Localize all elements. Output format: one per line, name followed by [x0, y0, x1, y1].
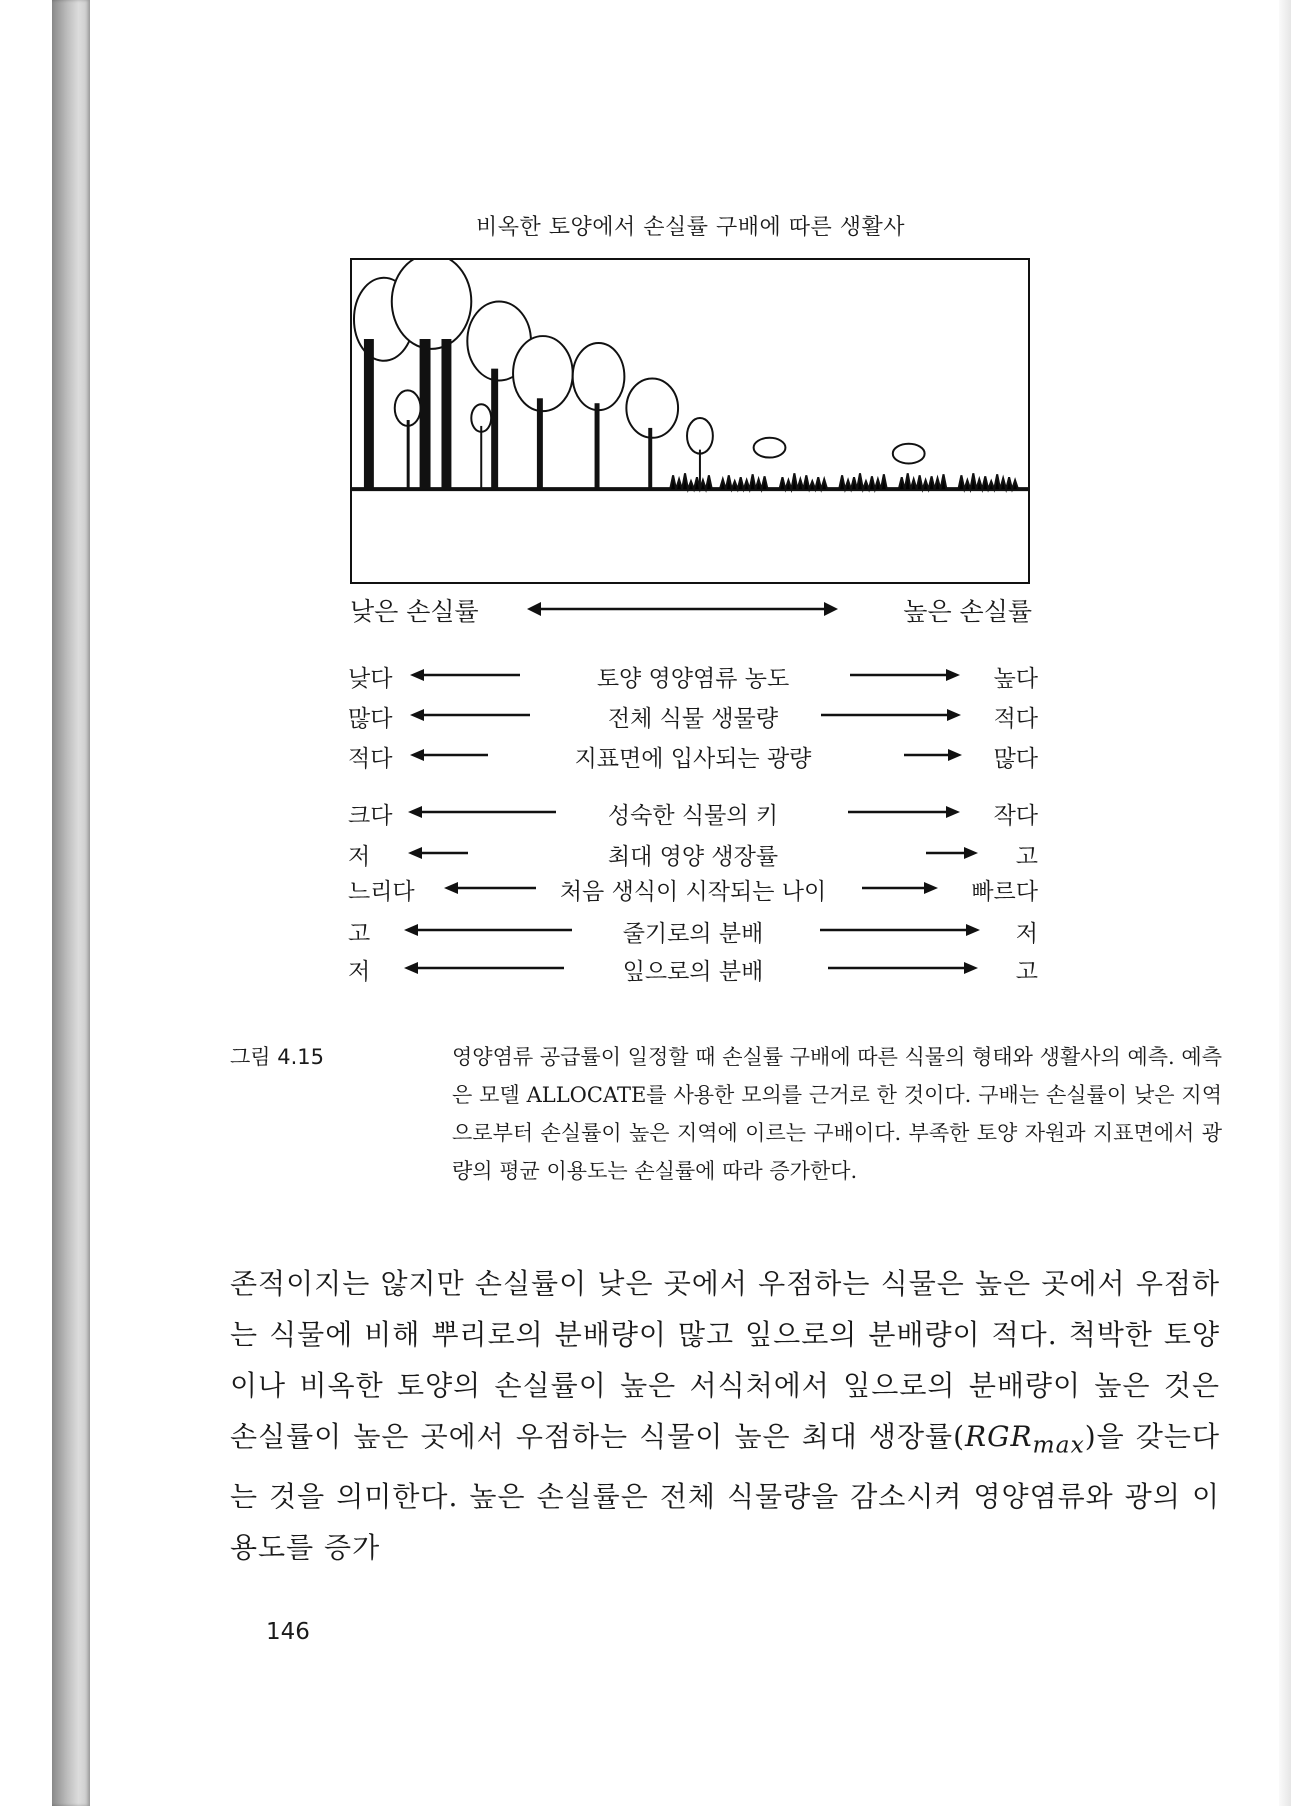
trait-name: 처음 생식이 시작되는 나이 [559, 879, 827, 905]
right-arrow-icon [821, 700, 961, 730]
trait-left: 크다 [348, 803, 393, 829]
loss-rate-gradient [350, 592, 1032, 628]
trait-right: 고 [1015, 959, 1038, 985]
trait-name: 성숙한 식물의 키 [607, 803, 779, 829]
right-arrow-icon [820, 915, 980, 945]
trait-right: 적다 [993, 706, 1038, 732]
figure-title: 비옥한 토양에서 손실률 구배에 따른 생활사 [475, 215, 905, 240]
book-page [90, 0, 1291, 1806]
trait-row [348, 953, 1038, 987]
rgr-symbol: RGR [965, 1420, 1033, 1453]
vegetation-illustration [350, 258, 1030, 584]
trait-name: 전체 식물 생물량 [607, 706, 779, 732]
trait-left: 적다 [348, 746, 393, 772]
tall-trees [354, 260, 925, 463]
right-arrow-icon [850, 660, 960, 690]
trait-row [348, 873, 1038, 907]
low-loss-label: 낮은 손실률 [350, 597, 479, 626]
trait-right: 고 [1015, 844, 1038, 870]
double-arrow-icon [525, 598, 840, 620]
trait-row [348, 797, 1038, 831]
trait-name: 최대 영양 생장률 [607, 844, 779, 870]
trait-row [348, 740, 1038, 774]
trait-name: 지표면에 입사되는 광량 [574, 746, 812, 772]
caption-label: 그림 4.15 [230, 1045, 325, 1069]
page-edge [1279, 0, 1291, 1806]
trait-right: 많다 [993, 746, 1038, 772]
trait-name: 토양 영양염류 농도 [596, 666, 790, 692]
trait-row [348, 838, 1038, 872]
trait-right: 저 [1015, 921, 1038, 947]
body-paragraph [230, 1258, 1220, 1573]
trait-row [348, 660, 1038, 694]
page-number: 146 [266, 1619, 310, 1645]
trait-right: 높다 [993, 666, 1038, 692]
right-arrow-icon [904, 740, 962, 770]
right-arrow-icon [862, 873, 938, 903]
high-loss-label: 높은 손실률 [903, 597, 1032, 626]
book-spine [52, 0, 90, 1806]
trait-name: 잎으로의 분배 [622, 959, 764, 985]
rgr-subscript: max [1032, 1430, 1085, 1459]
right-arrow-icon [848, 797, 960, 827]
trait-name: 줄기로의 분배 [622, 921, 764, 947]
trait-left: 저 [348, 844, 371, 870]
right-arrow-icon [828, 953, 978, 983]
trait-right: 작다 [993, 803, 1038, 829]
caption-text: 영양염류 공급률이 일정할 때 손실률 구배에 따른 식물의 형태와 생활사의 예측. 예측은 모델 ALLOCATE를 사용한 모의를 근거로 한 것이다. 구배는 손실률이 낮은 지역으로부터 손실률이 높은 지역에 이르는 구배이다. 부족한 토양 자원과 지표면에서 광량의 평균 이용도는 손실률에 따라 증가한다. [452, 1045, 1222, 1183]
trait-left: 많다 [348, 706, 393, 732]
trait-left: 저 [348, 959, 371, 985]
trait-row [348, 915, 1038, 949]
body-text-part2: )을 갖는다는 것을 의미한다. 높은 손실률은 전체 식물량을 감소시켜 영양염류와 광의 이용도를 증가 [230, 1420, 1220, 1564]
grass [670, 473, 1018, 489]
trait-left: 느리다 [348, 879, 415, 905]
trait-left: 낮다 [348, 666, 393, 692]
trait-left: 고 [348, 921, 371, 947]
body-text-part1: 존적이지는 않지만 손실률이 낮은 곳에서 우점하는 식물은 높은 곳에서 우점하는 식물에 비해 뿌리로의 분배량이 많고 잎으로의 분배량이 적다. 척박한 토양이나 비옥한 토양의 손실률이 높은 서식처에서 잎으로의 분배량이 높은 것은 손실률이 높은 곳에서 우점하는 식물이 높은 최대 생장률( [230, 1267, 1220, 1453]
right-arrow-icon [926, 838, 978, 868]
trees-drawing [352, 260, 1028, 582]
trait-right: 빠르다 [971, 879, 1038, 905]
trait-row [348, 700, 1038, 734]
